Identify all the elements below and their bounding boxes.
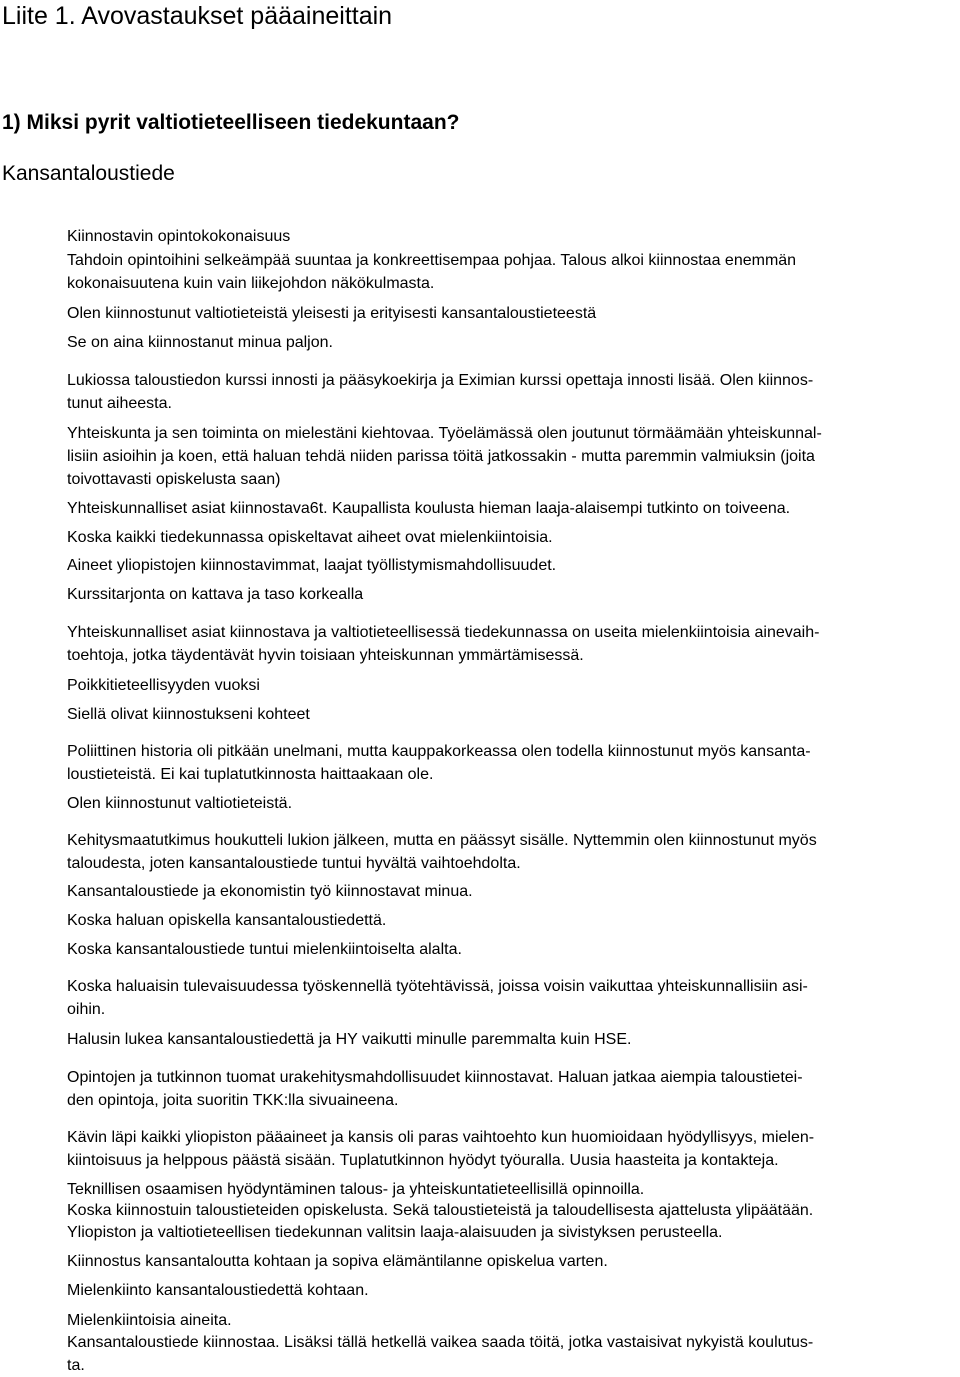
answer-item: Poliittinen historia oli pitkään unelmani, mutta kauppakorkeassa olen todella kiinnostunut myös kansanta- loustieteistä. Ei kai tuplatutkinnosta haittaakaan ole. [67, 743, 811, 783]
answer-item: Halusin lukea kansantaloustiedettä ja HY vaikutti minulle paremmalta kuin HSE. [67, 1031, 632, 1048]
answer-item: Kiinnostavin opintokokonaisuus [67, 228, 291, 245]
answer-item: Yhteiskunta ja sen toiminta on mielestäni kiehtovaa. Työelämässä olen joutunut törmäämään yhteiskunnal- lisiin asioihin ja koen, että haluan tehdä niiden parissa töitä jatkossakin - mutta paremmin valmiuksin (joita toivottavasti opiskelusta saan) [67, 425, 822, 488]
answer-item: Teknillisen osaamisen hyödyntäminen talous- ja yhteiskuntatieteellisillä opinnoilla. [67, 1181, 645, 1198]
answer-item: Koska kansantaloustiede tuntui mielenkiintoiselta alalta. [67, 941, 462, 958]
answer-item: Mielenkiintoisia aineita. [67, 1312, 232, 1329]
answer-item: Opintojen ja tutkinnon tuomat urakehitysmahdollisuudet kiinnostavat. Haluan jatkaa aiempia taloustietei- den opintoja, joita suoritin TKK:lla sivuaineena. [67, 1069, 803, 1109]
answer-item: Koska kiinnostuin taloustieteiden opiskelusta. Sekä taloustieteistä ja taloudellisesta ajattelusta ylipäätään. [67, 1202, 814, 1219]
answer-item: Koska kaikki tiedekunnassa opiskeltavat aiheet ovat mielenkiintoisia. [67, 529, 553, 546]
question-heading: 1) Miksi pyrit valtiotieteelliseen tiedekuntaan? [2, 111, 460, 134]
answer-item: Se on aina kiinnostanut minua paljon. [67, 334, 333, 351]
answer-item: Tahdoin opintoihini selkeämpää suuntaa ja konkreettisempaa pohjaa. Talous alkoi kiinnostaa enemmän kokonaisuutena kuin vain liikejohdon näkökulmasta. [67, 252, 797, 292]
answer-item: Poikkitieteellisyyden vuoksi [67, 677, 260, 694]
document-title: Liite 1. Avovastaukset pääaineittain [2, 2, 393, 30]
answer-item: Yhteiskunnalliset asiat kiinnostava6t. Kaupallista koulusta hieman laaja-alaisempi tutkinto on toiveena. [67, 500, 791, 517]
answer-item: Koska haluan opiskella kansantaloustiedettä. [67, 912, 387, 929]
answer-item: Koska haluaisin tulevaisuudessa työskennellä työtehtävissä, joissa voisin vaikuttaa yhteiskunnallisiin asi- oihin. [67, 978, 808, 1018]
answer-item: Mielenkiinto kansantaloustiedettä kohtaan. [67, 1282, 369, 1299]
answer-item: Kehitysmaatutkimus houkutteli lukion jälkeen, mutta en päässyt sisälle. Nyttemmin olen kiinnostunut myös taloudesta, joten kansantaloustiede tuntui hyvältä vaihtoehdolta. [67, 832, 817, 872]
answer-item: Siellä olivat kiinnostukseni kohteet [67, 706, 310, 723]
answer-item: Kävin läpi kaikki yliopiston pääaineet ja kansis oli paras vaihtoehto kun huomioidaan hyödyllisyys, mielen- kiintoisuus ja helppous päästä sisään. Tuplatutkinnon hyödyt työuralla. Uusia haasteita ja kontakteja. [67, 1129, 815, 1169]
answer-item: Aineet yliopistojen kiinnostavimmat, laajat työllistymismahdollisuudet. [67, 557, 557, 574]
answer-item: Olen kiinnostunut valtiotieteistä yleisesti ja erityisesti kansantaloustieteestä [67, 305, 597, 322]
answer-item: Kansantaloustiede kiinnostaa. Lisäksi tällä hetkellä vaikea saada töitä, jotka vastaisivat nykyistä koulutus- ta. [67, 1334, 814, 1374]
answer-item: Kiinnostus kansantaloutta kohtaan ja sopiva elämäntilanne opiskelua varten. [67, 1253, 608, 1270]
answer-item: Yliopiston ja valtiotieteellisen tiedekunnan valitsin laaja-alaisuuden ja sivistyksen perusteella. [67, 1224, 723, 1241]
answer-item: Yhteiskunnalliset asiat kiinnostava ja valtiotieteellisessä tiedekunnassa on useita mielenkiintoisia ainevaih- toehtoja, jotka täydentävät hyvin toisiaan yhteiskunnan ymmärtämisessä. [67, 624, 820, 664]
answer-item: Kurssitarjonta on kattava ja taso korkealla [67, 586, 364, 603]
answer-item: Lukiossa taloustiedon kurssi innosti ja pääsykoekirja ja Eximian kurssi opettaja innosti lisää. Olen kiinnos- tunut aiheesta. [67, 372, 814, 412]
subject-heading: Kansantaloustiede [2, 162, 175, 185]
answer-item: Kansantaloustiede ja ekonomistin työ kiinnostavat minua. [67, 883, 473, 900]
answer-item: Olen kiinnostunut valtiotieteistä. [67, 795, 293, 812]
